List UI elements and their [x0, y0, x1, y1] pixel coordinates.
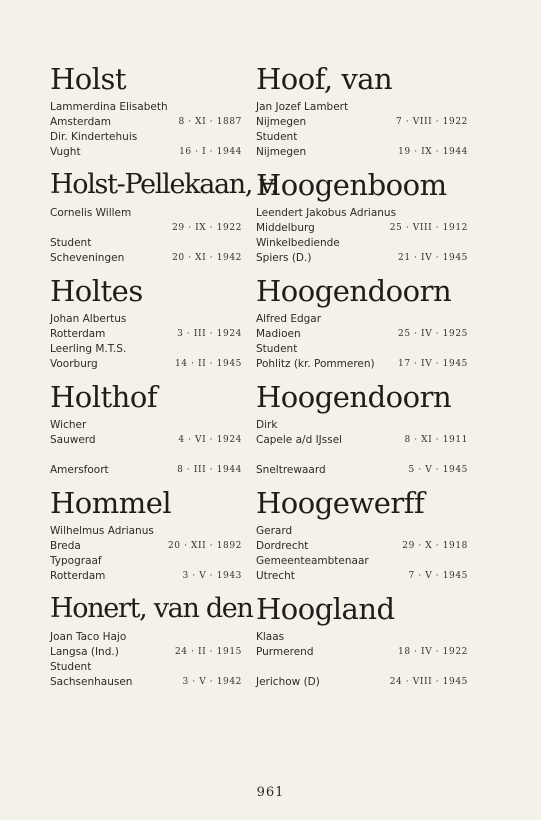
- line-text: Wilhelmus Adrianus: [50, 525, 154, 537]
- surname: Holst-Pellekaan, v.: [50, 169, 278, 200]
- birth-line: [50, 539, 250, 554]
- line-text: Student: [50, 661, 92, 673]
- occupation-line: [256, 342, 468, 357]
- given-names: [50, 418, 250, 433]
- line-date: 25 · IV · 1925: [398, 329, 468, 339]
- line-text: Student: [50, 237, 92, 249]
- line-text: Spiers (D.): [256, 252, 312, 264]
- line-date: 3 · V · 1943: [182, 571, 242, 581]
- line-date: 19 · IX · 1944: [398, 147, 468, 157]
- line-text: Typograaf: [50, 555, 102, 567]
- occupation-line: [256, 554, 468, 569]
- line-date: 8 · XI · 1911: [404, 435, 468, 445]
- line-date: 20 · XII · 1892: [167, 541, 242, 551]
- occupation-line: [50, 130, 250, 145]
- surname: Holst: [50, 62, 127, 96]
- line-date: 7 · VIII · 1922: [396, 117, 468, 127]
- occupation-line: [50, 236, 250, 251]
- entry-holst: [50, 62, 250, 168]
- surname: Honert, van den: [50, 593, 253, 624]
- occupation-line: [50, 660, 250, 675]
- line-date: 8 · XI · 1887: [178, 117, 242, 127]
- line-date: 29 · IX · 1922: [172, 223, 242, 233]
- occupation-line: [256, 130, 468, 145]
- line-date: 5 · V · 1945: [408, 465, 468, 475]
- occupation-line: [50, 448, 250, 463]
- line-text: Nijmegen: [256, 116, 307, 128]
- line-text: Winkelbediende: [256, 237, 340, 249]
- line-text: Gemeenteambtenaar: [256, 555, 369, 567]
- line-text: Amsterdam: [50, 116, 111, 128]
- line-text: Sachsenhausen: [50, 676, 133, 688]
- right-column: [256, 62, 468, 690]
- line-date: 20 · XI · 1942: [172, 253, 242, 263]
- surname: Hoof, van: [256, 62, 393, 96]
- line-text: Madioen: [256, 328, 301, 340]
- line-text: Rotterdam: [50, 328, 106, 340]
- line-date: 8 · III · 1944: [177, 465, 242, 475]
- birth-line: [256, 433, 468, 448]
- line-date: 7 · V · 1945: [408, 571, 468, 581]
- entry-honert-van-den: [50, 592, 253, 690]
- entry-holthof: [50, 380, 250, 486]
- surname: Hoogendoorn: [256, 380, 452, 414]
- line-text: Dirk: [256, 419, 278, 431]
- given-names: [256, 312, 468, 327]
- line-text: Pohlitz (kr. Pommeren): [256, 358, 375, 370]
- surname: Hoogewerff: [256, 486, 425, 520]
- line-date: 3 · V · 1942: [182, 677, 242, 687]
- line-date: 24 · II · 1915: [174, 647, 242, 657]
- entry-holst-pellekaan: [50, 168, 278, 274]
- death-line: [50, 145, 250, 160]
- occupation-line: [50, 342, 250, 357]
- entry-hoogendoorn-alfred: [256, 274, 468, 380]
- line-text: Jerichow (D): [256, 676, 320, 688]
- line-text: Leerling M.T.S.: [50, 343, 127, 355]
- line-text: Vught: [50, 146, 81, 158]
- given-names: [256, 100, 468, 115]
- birth-line: [50, 327, 250, 342]
- given-names: [50, 524, 250, 539]
- line-text: Sauwerd: [50, 434, 96, 446]
- birth-line: [256, 327, 468, 342]
- given-names: [50, 630, 250, 645]
- occupation-line: [50, 554, 250, 569]
- occupation-line: [256, 448, 468, 463]
- death-line: [256, 357, 468, 372]
- entry-hoof-van: [256, 62, 468, 168]
- line-text: Scheveningen: [50, 252, 125, 264]
- death-line: [50, 357, 250, 372]
- surname: Hoogendoorn: [256, 274, 452, 308]
- line-date: 16 · I · 1944: [179, 147, 242, 157]
- occupation-line: [256, 236, 468, 251]
- line-date: 25 · VIII · 1912: [389, 223, 468, 233]
- line-text: Gerard: [256, 525, 293, 537]
- given-names: [50, 100, 250, 115]
- line-text: Wicher: [50, 419, 87, 431]
- entry-hoogendoorn-dirk: [256, 380, 468, 486]
- line-text: Dir. Kindertehuis: [50, 131, 138, 143]
- death-line: [50, 675, 250, 690]
- entry-hoogenboom: [256, 168, 468, 274]
- death-line: [50, 251, 250, 266]
- line-date: 3 · III · 1924: [177, 329, 242, 339]
- death-line: [50, 463, 250, 478]
- death-line: [256, 145, 468, 160]
- line-text: Sneltrewaard: [256, 464, 326, 476]
- line-date: 4 · VI · 1924: [178, 435, 242, 445]
- birth-line: [256, 221, 468, 236]
- line-date: 29 · X · 1918: [402, 541, 468, 551]
- line-text: Jan Jozef Lambert: [256, 101, 349, 113]
- given-names: [256, 418, 468, 433]
- line-text: Cornelis Willem: [50, 207, 132, 219]
- surname: Hommel: [50, 486, 172, 520]
- entry-hoogewerff: [256, 486, 468, 592]
- birth-line: [50, 433, 250, 448]
- entry-holtes: [50, 274, 250, 380]
- birth-line: [50, 115, 250, 130]
- given-names: [256, 630, 468, 645]
- given-names: [256, 524, 468, 539]
- given-names: [256, 206, 468, 221]
- line-text: Langsa (Ind.): [50, 646, 119, 658]
- line-text: Dordrecht: [256, 540, 309, 552]
- line-text: Student: [256, 343, 298, 355]
- line-text: Amersfoort: [50, 464, 109, 476]
- death-line: [256, 569, 468, 584]
- line-text: Voorburg: [50, 358, 98, 370]
- birth-line: [50, 645, 250, 660]
- line-date: 24 · VIII · 1945: [389, 677, 468, 687]
- line-text: Breda: [50, 540, 81, 552]
- birth-line: [256, 645, 468, 660]
- birth-line: [256, 115, 468, 130]
- surname: Holthof: [50, 380, 158, 414]
- line-text: Purmerend: [256, 646, 314, 658]
- birth-line: [50, 221, 250, 236]
- line-text: Nijmegen: [256, 146, 307, 158]
- occupation-line: [256, 660, 468, 675]
- line-date: 18 · IV · 1922: [398, 647, 468, 657]
- death-line: [256, 463, 468, 478]
- line-date: 21 · IV · 1945: [398, 253, 468, 263]
- line-text: Middelburg: [256, 222, 315, 234]
- death-line: [256, 251, 468, 266]
- line-text: Lammerdina Elisabeth: [50, 101, 168, 113]
- line-text: Alfred Edgar: [256, 313, 322, 325]
- line-text: Rotterdam: [50, 570, 106, 582]
- line-text: Student: [256, 131, 298, 143]
- line-text: Joan Taco Hajo: [50, 631, 127, 643]
- entry-hommel: [50, 486, 250, 592]
- page-number: 961: [256, 785, 285, 800]
- line-text: Utrecht: [256, 570, 295, 582]
- surname: Holtes: [50, 274, 143, 308]
- given-names: [50, 312, 250, 327]
- line-text: Capele a/d IJssel: [256, 434, 343, 446]
- birth-line: [256, 539, 468, 554]
- death-line: [256, 675, 468, 690]
- line-date: 14 · II · 1945: [174, 359, 242, 369]
- surname: Hoogenboom: [256, 168, 447, 202]
- given-names: [50, 206, 250, 221]
- death-line: [50, 569, 250, 584]
- line-text: Johan Albertus: [50, 313, 127, 325]
- line-text: Klaas: [256, 631, 285, 643]
- entry-hoogland: [256, 592, 468, 690]
- line-date: 17 · IV · 1945: [398, 359, 468, 369]
- surname: Hoogland: [256, 592, 395, 626]
- line-text: Leendert Jakobus Adrianus: [256, 207, 397, 219]
